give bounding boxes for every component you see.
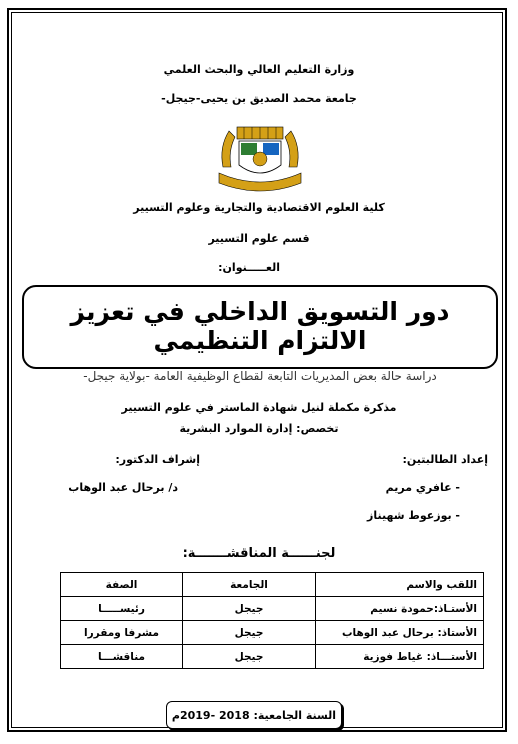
supervisor-name: د/ برحال عبد الوهاب [68, 481, 178, 494]
specialty-line: تخصص: إدارة الموارد البشرية [179, 422, 339, 435]
student-name-2: - بوزعوط شهيناز [367, 509, 460, 522]
jury-member-university: جيجل [183, 621, 316, 645]
jury-header-row [61, 573, 484, 597]
academic-year-box: السنة الجامعية: 2018 -2019م [166, 701, 342, 729]
jury-table [60, 572, 484, 669]
university-line: جامعة محمد الصديق بن يحيى-جيجل- [161, 92, 357, 105]
supervisor-label: إشراف الدكتور: [115, 453, 200, 466]
jury-member-university: جيجل [183, 597, 316, 621]
title-label: العـــــنوان: [218, 261, 280, 274]
jury-member-name: الأستاذ: برحال عبد الوهاب [316, 621, 484, 645]
students-label: إعداد الطالبتين: [402, 453, 488, 466]
university-logo [217, 121, 303, 193]
jury-header-university: الجامعة [183, 573, 316, 597]
jury-row [61, 645, 484, 669]
thesis-title: دور التسويق الداخلي في تعزيز الالتزام التنظيمي [70, 297, 450, 355]
jury-member-role: مشرفا ومقررا [61, 621, 183, 645]
jury-member-name: الأستـــاذ: غياط فوزية [316, 645, 484, 669]
jury-row [61, 621, 484, 645]
thesis-title-box [22, 285, 498, 383]
jury-member-name: الأستـاذ:حمودة نسيم [316, 597, 484, 621]
jury-member-university: جيجل [183, 645, 316, 669]
jury-header-name: اللقب والاسم [316, 573, 484, 597]
thesis-subtitle: دراسة حالة بعض المديريات التابعة لقطاع الوظيفية العامة -بولاية جيجل- [83, 369, 437, 383]
student-name-1: - عافري مريم [385, 481, 460, 494]
jury-member-role: رئيســـــا [61, 597, 183, 621]
faculty-line: كلية العلوم الاقتصادية والتجارية وعلوم التسيير [133, 201, 385, 214]
jury-heading: لجنــــــة المناقشـــــــة: [182, 546, 336, 561]
jury-header-role: الصفة [61, 573, 183, 597]
department-line: قسم علوم التسيير [208, 232, 310, 245]
ministry-line: وزارة التعليم العالي والبحث العلمي [163, 63, 355, 76]
jury-row [61, 597, 484, 621]
jury-member-role: مناقشـــا [61, 645, 183, 669]
memo-line: مذكرة مكملة لنيل شهادة الماستر في علوم التسيير [121, 401, 397, 414]
